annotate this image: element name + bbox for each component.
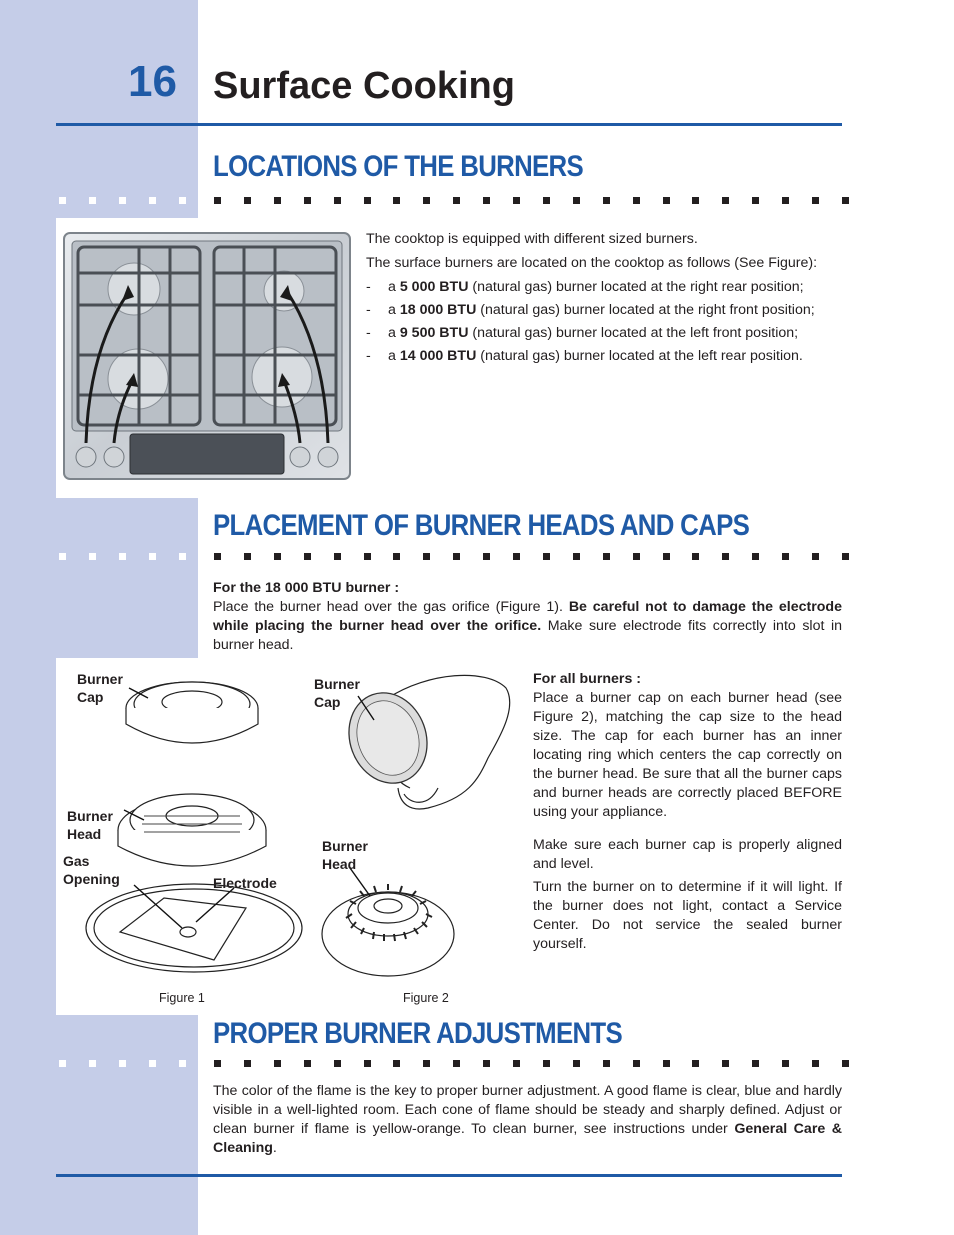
dot-leader bbox=[214, 1060, 846, 1068]
section-heading-locations: LOCATIONS OF THE BURNERS bbox=[213, 150, 584, 183]
placement-subhead-2: For all burners : bbox=[533, 671, 641, 687]
dot-leader bbox=[59, 553, 189, 561]
header-rule bbox=[56, 123, 842, 126]
figure-1-caption: Figure 1 bbox=[159, 991, 205, 1005]
list-item: - a 5 000 BTU (natural gas) burner located at the right rear position; bbox=[366, 279, 804, 295]
cooktop-illustration bbox=[62, 231, 352, 481]
fig2-label-burner-head: Burner Head bbox=[322, 838, 368, 872]
dot-leader bbox=[214, 553, 846, 561]
fig1-label-electrode: Electrode bbox=[213, 875, 277, 891]
list-item: - a 14 000 BTU (natural gas) burner located at the left rear position. bbox=[366, 348, 803, 364]
list-item: - a 18 000 BTU (natural gas) burner located at the right front position; bbox=[366, 302, 815, 318]
section-heading-placement: PLACEMENT OF BURNER HEADS AND CAPS bbox=[213, 509, 750, 542]
placement-para-1: For the 18 000 BTU burner : Place the burner head over the gas orifice (Figure 1). Be careful not to damage the electrode while placing the burner head over the orifice. Make sure electrode fits correctly into slot in burner head. bbox=[213, 580, 843, 653]
fig1-label-burner-head: Burner Head bbox=[67, 808, 113, 842]
fig2-label-burner-cap: Burner Cap bbox=[314, 676, 360, 710]
burner-list bbox=[366, 278, 842, 366]
dot-leader bbox=[59, 197, 189, 205]
placement-subhead-1: For the 18 000 BTU burner : bbox=[213, 580, 400, 596]
adjustments-para: The color of the flame is the key to proper burner adjustment. A good flame is clear, blue and hardly visible in a well-lighted room. Each cone of flame should be steady and sharply defined. Adjust or clean burner if flame is yellow-orange. To clean burner, see instructions under General Care & Cleaning. bbox=[213, 1083, 842, 1156]
placement-para-4: Turn the burner on to determine if it will light. If the burner does not light, contact a Service Center. Do not service the sealed burner yourself. bbox=[533, 879, 842, 952]
fig1-label-gas-opening: Gas Opening bbox=[63, 853, 120, 887]
locations-intro2: The surface burners are located on the cooktop as follows (See Figure): bbox=[366, 255, 818, 271]
section-heading-adjustments: PROPER BURNER ADJUSTMENTS bbox=[213, 1017, 623, 1050]
page-number: 16 bbox=[128, 57, 177, 106]
figure-2-caption: Figure 2 bbox=[403, 991, 449, 1005]
dot-leader bbox=[59, 1060, 189, 1068]
fig1-label-burner-cap: Burner Cap bbox=[77, 671, 123, 705]
dot-leader bbox=[214, 197, 846, 205]
list-item: - a 9 500 BTU (natural gas) burner located at the left front position; bbox=[366, 325, 799, 341]
placement-para-3: Make sure each burner cap is properly aligned and level. bbox=[533, 837, 842, 872]
figure-1-illustration bbox=[84, 670, 334, 990]
locations-intro: The cooktop is equipped with different sized burners. bbox=[366, 231, 698, 247]
locations-text bbox=[366, 230, 842, 370]
page-title: Surface Cooking bbox=[213, 65, 515, 107]
footer-rule bbox=[56, 1174, 842, 1177]
placement-all-burners: For all burners : Place a burner cap on each burner head (see Figure 2), matching the cap size to the head size. The cap for each burner has an inner locating ring which centers the cap correctly on the burner head. Be sure that all the burner caps and burner heads are correctly placed BEFORE using your appliance. bbox=[533, 671, 842, 820]
sidebar-band bbox=[0, 0, 198, 1235]
figure-2-illustration bbox=[318, 668, 524, 986]
